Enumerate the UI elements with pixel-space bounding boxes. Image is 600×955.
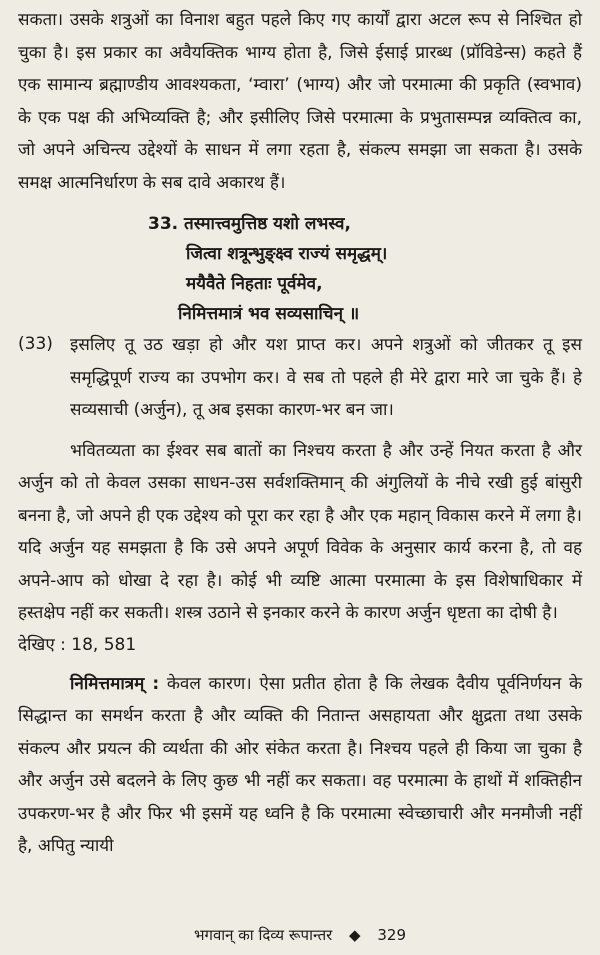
verse-number: (33) xyxy=(18,334,53,354)
commentary-paragraph: भवितव्यता का ईश्वर सब बातों का निश्चय करता है और उन्हें नियत करता है और अर्जुन को तो केवल उसका साधन-उस सर्वशक्तिमान् की अंगुलियों के नीचे रखी हुई बांसुरी बनना है, जो अपने ही एक उद्देश्य को पूरा कर रहा है और एक महान् विकास करने में लगा है। यदि अर्जुन यह समझता है कि उसे अपने अपूर्ण विवेक के अनुसार कार्य करना है, तो वह अपने-आप को धोखा दे रहा है। कोई भी व्यष्टि आत्मा परमात्मा के इस विशेषाधिकार में हस्तक्षेप नहीं कर सकती। शस्त्र उठाने से इनकार करने के कारण अर्जुन धृष्टता का दोषी है। xyxy=(18,440,582,623)
term-note-text: केवल कारण। ऐसा प्रतीत होता है कि लेखक दैवीय पूर्वनिर्णयन के सिद्धान्त का समर्थन करता है और व्यक्ति की नितान्त असहायता और क्षुद्रता तथा उसके संकल्प और प्रयत्न की व्यर्थता की ओर संकेत करता है। निश्चय पहले ही किया जा चुका है और अर्जुन उसे बदलने के लिए कुछ भी नहीं कर सकता। वह परमात्मा के हाथों में शक्तिहीन उपकरण-भर है और फिर भी इसमें यह ध्वनि है कि परमात्मा स्वेच्छाचारी और मनमौजी नहीं है, अपितु न्यायी xyxy=(18,673,582,856)
running-title: भगवान् का दिव्य रूपान्तर xyxy=(193,926,333,944)
term-note-paragraph xyxy=(18,668,582,863)
translation-text: इसलिए तू उठ खड़ा हो और यश प्राप्त कर। अपने शत्रुओं को जीतकर तू इस समृद्धिपूर्ण राज्य का उपभोग कर। वे सब तो पहले ही मेरे द्वारा मारे जा चुके हैं। हे सव्यसाची (अर्जुन), तू अब इसका कारण-भर बन जा। xyxy=(70,335,582,420)
sanskrit-verse xyxy=(18,209,582,329)
verse-translation xyxy=(18,329,582,427)
verse-line-2: जित्वा शत्रून्भुङ्क्ष्व राज्यं समृद्धम्। xyxy=(186,244,388,264)
verse-line-3: मयैवैते निहताः पूर्वमेव, xyxy=(186,274,323,294)
page-number: 329 xyxy=(377,926,407,944)
page-footer xyxy=(0,925,600,945)
verse-line-4: निमित्तमात्रं भव सव्यसाचिन् ॥ xyxy=(178,304,360,324)
cross-reference: देखिए : 18, 581 xyxy=(18,634,137,655)
paragraph-continuation: सकता। उसके शत्रुओं का विनाश बहुत पहले किए गए कार्यों द्वारा अटल रूप से निश्चित हो चुका है। इस प्रकार का अवैयक्तिक भाग्य होता है, जिसे ईसाई प्रारब्ध (प्रॉविडेन्स) कहते हैं एक सामान्य ब्रह्माण्डीय आवश्यकता, ‘म्वारा’ (भाग्य) और जो परमात्मा की प्रकृति (स्वभाव) के एक पक्ष की अभिव्यक्ति है; और इसीलिए जिसे परमात्मा के प्रभुतासम्पन्न व्यक्तित्व का, जो अपने अचिन्त्य उद्देश्यों के साधन में लगा रहता है, संकल्प समझा जा सकता है। उसके समक्ष आत्मनिर्धारण के सब दावे अकारथ हैं। xyxy=(18,10,582,193)
term-heading: निमित्तमात्रम् : xyxy=(70,673,160,694)
verse-line-1: 33. तस्मात्त्वमुत्तिष्ठ यशो लभस्व, xyxy=(148,214,351,234)
diamond-icon: ◆ xyxy=(349,926,361,944)
